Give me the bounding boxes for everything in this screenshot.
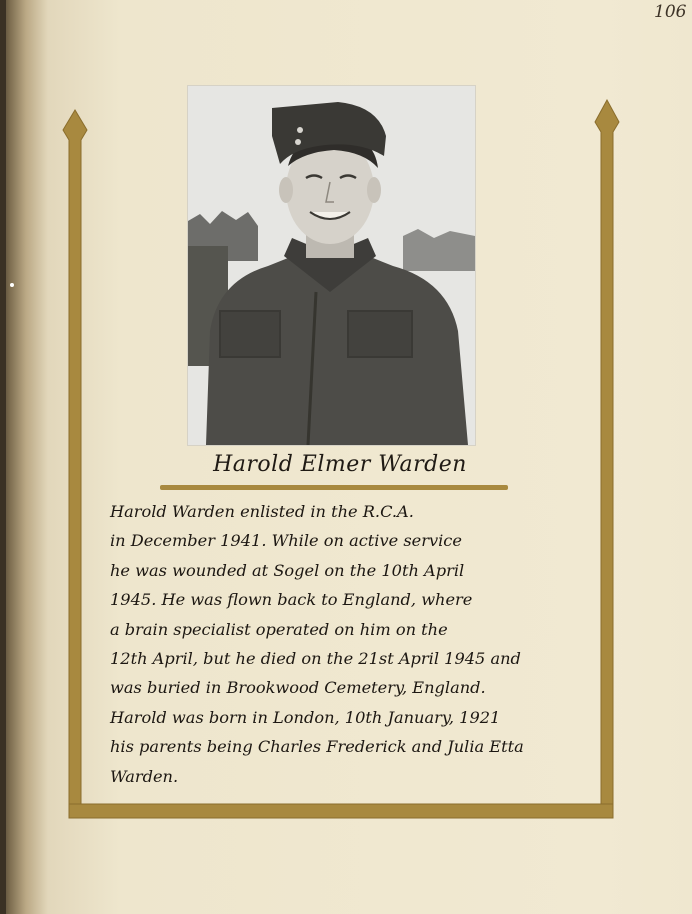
page-number: 106 (654, 2, 687, 22)
memorial-text-line: a brain specialist operated on him on the (110, 619, 448, 639)
memorial-text-line: he was wounded at Sogel on the 10th April (110, 560, 465, 580)
memorial-text-line: Harold Warden enlisted in the R.C.A. (110, 502, 414, 521)
memorial-text-line: his parents being Charles Frederick and Julia Etta (110, 737, 524, 757)
memorial-name-heading: Harold Elmer Warden (213, 452, 467, 477)
memorial-text-line: in December 1941. While on active service (110, 531, 462, 551)
memorial-text (110, 497, 580, 791)
portrait-photo (188, 86, 475, 445)
name-underline (160, 485, 508, 490)
memorial-text-line: Harold was born in London, 10th January, 1921 (110, 707, 501, 727)
memorial-text-line: 12th April, but he died on the 21st April 1945 and (110, 648, 521, 668)
memorial-text-line: was buried in Brookwood Cemetery, England. (110, 678, 486, 698)
memorial-text-line: Warden. (110, 766, 179, 786)
memorial-text-line: 1945. He was flown back to England, where (110, 590, 473, 610)
